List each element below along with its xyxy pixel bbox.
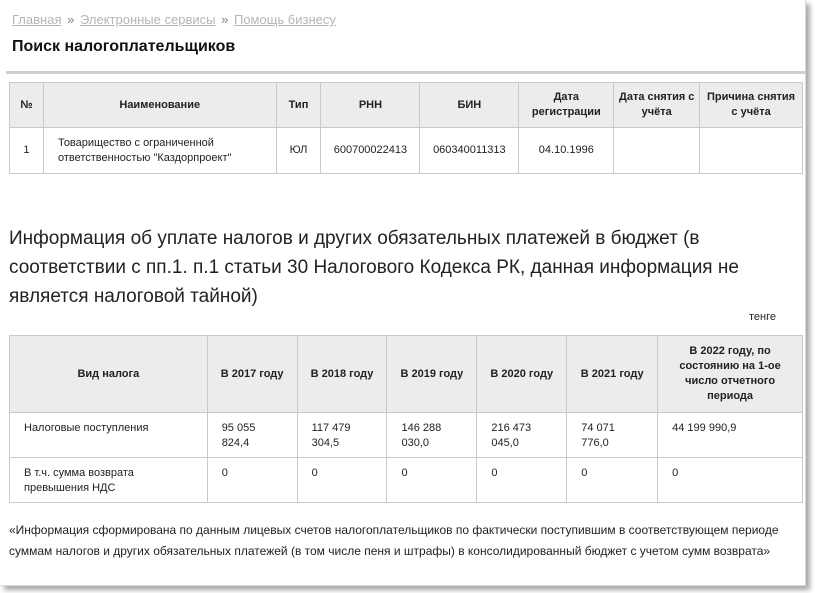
cell-tax-type: Налоговые поступления — [10, 413, 208, 458]
cell-2018: 0 — [297, 458, 387, 503]
col-header-2020: В 2020 году — [477, 336, 567, 413]
table-row — [10, 413, 803, 458]
cell-2019: 0 — [387, 458, 477, 503]
col-header-dereg-date: Дата снятия с учёта — [614, 83, 700, 128]
breadcrumb-separator: » — [221, 12, 229, 27]
col-header-num: № — [10, 83, 44, 128]
cell-2017: 95 055 824,4 — [207, 413, 297, 458]
col-header-reg-date: Дата регистрации — [519, 83, 614, 128]
table-row — [10, 458, 803, 503]
cell-2019: 146 288 030,0 — [387, 413, 477, 458]
breadcrumb-link-home[interactable]: Главная — [12, 12, 62, 27]
cell-2017: 0 — [207, 458, 297, 503]
cell-type: ЮЛ — [276, 128, 321, 174]
cell-dereg-reason — [700, 128, 803, 174]
cell-name: Товарищество с ограниченной ответственностью "Каздорпроект" — [43, 128, 276, 174]
taxpayers-table — [9, 82, 803, 174]
col-header-2019: В 2019 году — [387, 336, 477, 413]
breadcrumb-link-business-help[interactable]: Помощь бизнесу — [233, 12, 336, 27]
cell-2022: 0 — [658, 458, 803, 503]
cell-2020: 0 — [477, 458, 567, 503]
col-header-bin: БИН — [420, 83, 519, 128]
table-header-row — [10, 83, 803, 128]
col-header-name: Наименование — [43, 83, 276, 128]
col-header-2021: В 2021 году — [567, 336, 658, 413]
table-row — [10, 128, 803, 174]
page-title: Поиск налогоплательщиков — [12, 38, 236, 55]
payments-info-heading: Информация об уплате налогов и других обязательных платежей в бюджет (в соответствии с пп.1. п.1 статьи 30 Налогового Кодекса РК, данная информация не является налоговой тайной) — [9, 228, 739, 307]
cell-2022: 44 199 990,9 — [658, 413, 803, 458]
cell-num: 1 — [10, 128, 44, 174]
breadcrumb — [12, 12, 336, 27]
cell-rnn: 600700022413 — [321, 128, 420, 174]
cell-2018: 117 479 304,5 — [297, 413, 387, 458]
col-header-dereg-reason: Причина снятия с учёта — [700, 83, 803, 128]
cell-dereg-date — [614, 128, 700, 174]
col-header-2017: В 2017 году — [207, 336, 297, 413]
cell-2020: 216 473 045,0 — [477, 413, 567, 458]
cell-bin: 060340011313 — [420, 128, 519, 174]
col-header-tax-type: Вид налога — [10, 336, 208, 413]
col-header-2022: В 2022 году, по состоянию на 1-ое число отчетного периода — [658, 336, 803, 413]
col-header-2018: В 2018 году — [297, 336, 387, 413]
cell-reg-date: 04.10.1996 — [519, 128, 614, 174]
header-divider — [6, 71, 806, 74]
table-header-row — [10, 336, 803, 413]
col-header-type: Тип — [276, 83, 321, 128]
data-source-footnote: «Информация сформирована по данным лицевых счетов налогоплательщиков по фактически поступившим в соответствующем периоде суммам налогов и других обязательных платежей (в том числе пеня и штрафы) в консолидированный бюджет с учетом сумм возврата» — [9, 523, 779, 558]
tax-payments-table — [9, 335, 803, 503]
cell-tax-type: В т.ч. сумма возврата превышения НДС — [10, 458, 208, 503]
breadcrumb-link-eservices[interactable]: Электронные сервисы — [79, 12, 216, 27]
col-header-rnn: РНН — [321, 83, 420, 128]
currency-unit-label: тенге — [749, 311, 776, 323]
cell-2021: 74 071 776,0 — [567, 413, 658, 458]
cell-2021: 0 — [567, 458, 658, 503]
breadcrumb-separator: » — [67, 12, 75, 27]
